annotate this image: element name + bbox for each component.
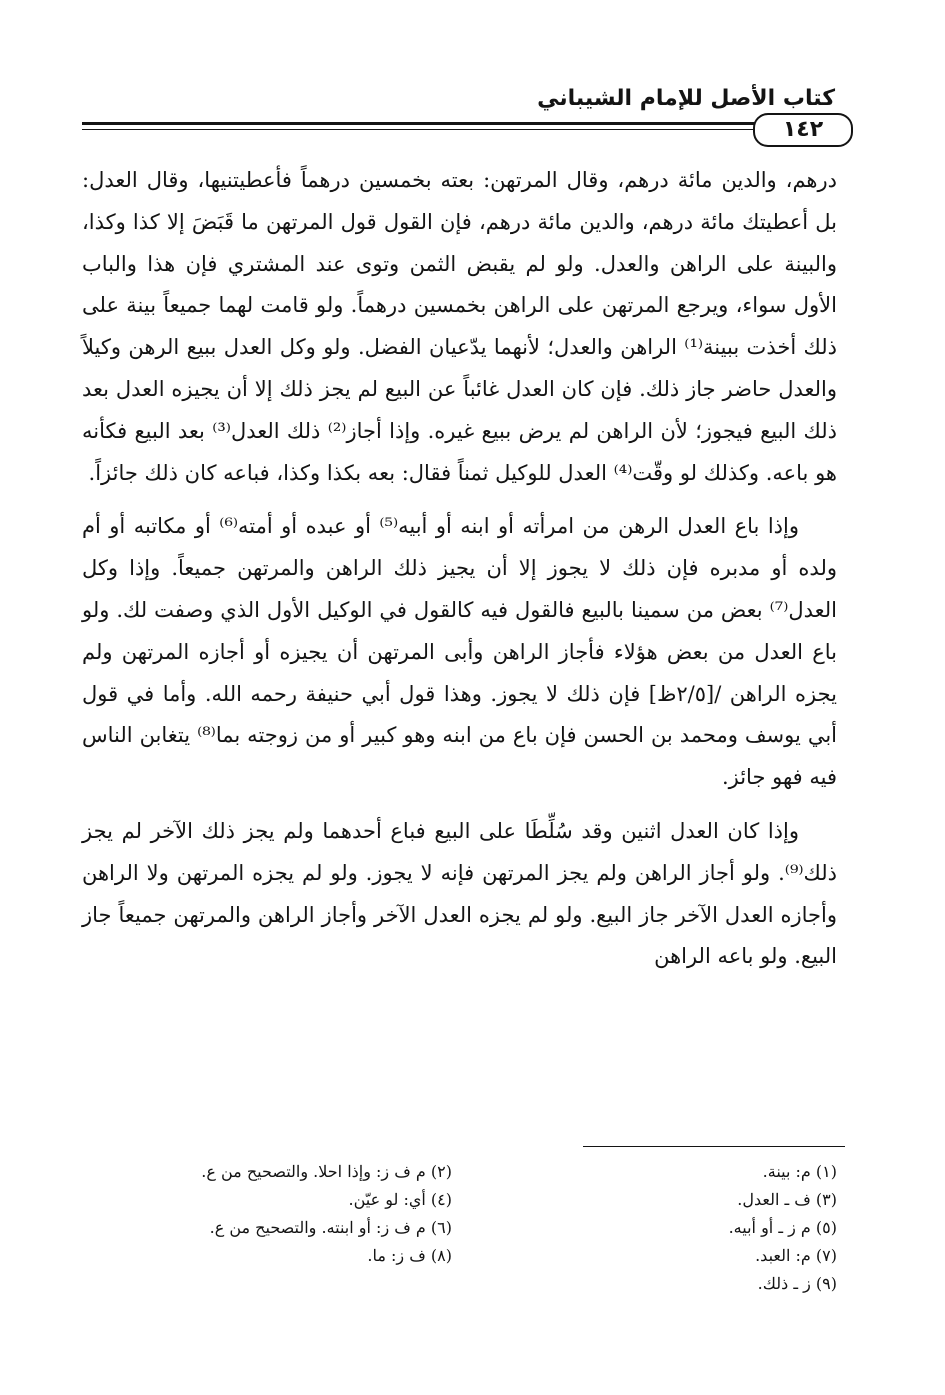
footnote-4: (٤) أي: لو عيّن. (348, 1190, 452, 1209)
running-header-title: كتاب الأصل للإمام الشيباني (537, 86, 835, 111)
footnote-separator (583, 1146, 845, 1147)
footnotes-odd-column (577, 1158, 837, 1298)
header-rule-thin (82, 129, 825, 130)
footnote-6: (٦) م ف ز: أو ابنته. والتصحيح من ع. (209, 1218, 452, 1237)
footnote-8: (٨) ف ز: ما. (367, 1246, 452, 1265)
footnotes-even-column (82, 1158, 452, 1270)
footnote-7: (٧) م: العبد. (755, 1246, 837, 1265)
paragraph-1: درهم، والدين مائة درهم، وقال المرتهن: بعته بخمسين درهماً فأعطيتنيها، وقال العدل: بل أعطيتك مائة درهم، والدين مائة درهم، فإن القول قول المرتهن ما قَبَضَ إلا كذا وكذا، والبينة على الراهن والعدل. ولو لم يقبض الثمن وتوى عند المشتري فإن هذا والباب الأول سواء، ويرجع المرتهن على الراهن بخمسين درهماً. ولو قامت لهما جميعاً بينة على ذلك أخذت ببينة⁽¹⁾ الراهن والعدل؛ لأنهما يدّعيان الفضل. ولو وكل العدل ببيع الرهن وكيلاً والعدل حاضر جاز ذلك. فإن كان العدل غائباً عن البيع لم يجز ذلك إلا أن يجيزه العدل بعد ذلك البيع فيجوز؛ لأن الراهن لم يرض ببيع غيره. وإذا أجاز⁽²⁾ ذلك العدل⁽³⁾ بعد البيع فكأنه هو باعه. وكذلك لو وقّت⁽⁴⁾ العدل للوكيل ثمناً فقال: بعه بكذا وكذا، فباعه كان ذلك جائزاً. (82, 168, 837, 485)
footnote-5: (٥) م ز ـ أو أبيه. (728, 1218, 837, 1237)
footnote-3: (٣) ف ـ العدل. (737, 1190, 837, 1209)
paragraph-2: وإذا باع العدل الرهن من امرأته أو ابنه أو أبيه⁽⁵⁾ أو عبده أو أمته⁽⁶⁾ أو مكاتبه أو أم ولده أو مدبره فإن ذلك لا يجوز إلا أن يجيز ذلك الراهن والمرتهن جميعاً. وإذا وكل العدل⁽⁷⁾ بعض من سمينا بالبيع فالقول فيه كالقول في الوكيل الأول الذي وصفت لك. ولو باع العدل من بعض هؤلاء فأجاز الراهن وأبى المرتهن أن يجيزه أو أجازه المرتهن ولم يجزه الراهن /[٢/٥ظ] فإن ذلك لا يجوز. وهذا قول أبي حنيفة رحمه الله. وأما في قول أبي يوسف ومحمد بن الحسن فإن باع من ابنه وهو كبير أو من زوجته بما⁽⁸⁾ يتغابن الناس فيه فهو جائز. (82, 514, 838, 790)
footnote-2: (٢) م ف ز: وإذا احلا. والتصحيح من ع. (201, 1162, 452, 1181)
header-rule-thick (82, 122, 825, 125)
footnote-9: (٩) ز ـ ذلك. (757, 1274, 837, 1293)
page-number-badge: ١٤٢ (753, 113, 853, 147)
main-text-block (82, 160, 837, 978)
footnote-1: (١) م: بينة. (762, 1162, 837, 1181)
paragraph-3: وإذا كان العدل اثنين وقد سُلِّطَا على البيع فباع أحدهما ولم يجز ذلك الآخر لم يجز ذلك⁽⁹⁾. ولو أجاز الراهن ولم يجز المرتهن فإنه لا يجوز. ولو لم يجزه المرتهن ولا الراهن وأجازه العدل الآخر جاز البيع. ولو لم يجزه العدل الآخر وأجاز الراهن والمرتهن جميعاً جاز البيع. ولو باعه الراهن (82, 818, 837, 969)
